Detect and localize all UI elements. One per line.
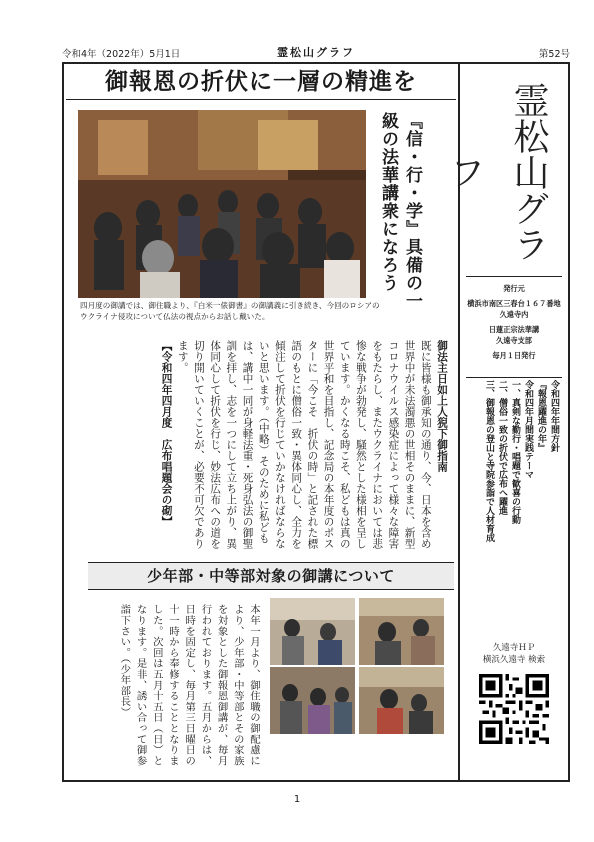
- publisher-name-2: 久遠寺支部: [496, 336, 532, 345]
- photo-caption: 四月度の御講では、御住職より、『白米一俵御書』の御講義に引き続き、今回のロシアのウクライナ侵攻について仏法の視点からお話し戴いた。: [80, 301, 380, 321]
- sidebar-title: 霊松山グラフ: [444, 82, 549, 262]
- article-source: 【令和四年四月度 広布唱題会の砌】: [160, 340, 173, 527]
- youth-photo-grid: [270, 598, 444, 734]
- headline: 御報恩の折伏に一層の精進を: [66, 66, 456, 100]
- article-title: 御法主日如上人猊下御指南: [436, 340, 448, 472]
- youth-photo: [359, 598, 444, 665]
- publisher-label: 発行元: [503, 284, 525, 293]
- homepage-label: 久遠寺ＨＰ: [492, 643, 536, 653]
- section-title: 少年部・中等部対象の御講について: [88, 562, 454, 590]
- issue-number: 第52号: [538, 49, 570, 60]
- issue-date: 令和4年（2022年）5月1日: [62, 49, 181, 60]
- subheadline: 『信・行・学』具備の一級の法華講衆になろう: [378, 112, 422, 310]
- publisher-name-1: 日蓮正宗法華講: [488, 325, 540, 334]
- policy-title: 令和四年年間方針: [549, 380, 559, 452]
- youth-photo: [270, 598, 355, 665]
- youth-photo: [270, 667, 355, 734]
- publisher-box: [466, 276, 568, 378]
- top-bar: [62, 42, 570, 62]
- masthead: 霊松山グラフ: [277, 46, 355, 59]
- policy-motto: 『報恩躍進の年』: [536, 380, 546, 452]
- qr-code-icon[interactable]: [479, 674, 549, 744]
- publish-frequency: 毎月１日発行: [492, 351, 536, 360]
- theme-item: 一、真剣な勤行・唱題で歓喜の行動: [510, 380, 520, 524]
- main-article: [88, 340, 450, 554]
- theme-title: 令和四年月間実践テーマ: [523, 380, 533, 479]
- theme-item: 三、御報恩の登山と寺院参詣で人材育成: [484, 380, 494, 542]
- theme-item: 二、僧俗一致の折伏で広布へ躍進: [497, 380, 507, 515]
- youth-article: 本年一月より、御住職の御配慮により、少年部・中等部とその家族を対象とした御報恩御講が、毎月行われております。五月からは、日時を固定し、毎月第三日曜日の十一時から奉修することとなりました。次回は五月十五日（日）となります。是非、誘い合って御参詣下さい。（少年部長）: [118, 604, 260, 766]
- annual-policy: [468, 380, 560, 586]
- article-body: 既に皆様も御承知の通り、今、日本を含め世界中が未法濁悪の世相そのままに、新型コロナウイルス感染症によって様々な障害をもたらし、またウクライナにおいては悲惨な戦争が勃発し、騒然とした様相を呈しています。かくなる時こそ、私どもは真の世界平和を目指し、記念局の本年度のポスターに「今こそ 折伏の時」と記された標語のもとに僧俗一致・異体同心し、全力を傾注して折伏を行じていかなければならないと思います。（中略）そのために私どもは、講中一同が身軽法重・死身弘法の御聖訓を拝し、志を一つにして立ち上がり、異体同心して折伏を行じ、妙法広布への道を切り開いていくことが、必要不可欠であります。: [176, 340, 432, 549]
- youth-photo: [359, 667, 444, 734]
- main-photo: [78, 110, 366, 298]
- homepage-search[interactable]: 横浜久遠寺 検索: [482, 655, 546, 665]
- page-number: 1: [293, 794, 301, 805]
- homepage-box: [466, 642, 562, 766]
- publisher-address: 横浜市南区三春台１６７番地 久遠寺内: [467, 299, 568, 319]
